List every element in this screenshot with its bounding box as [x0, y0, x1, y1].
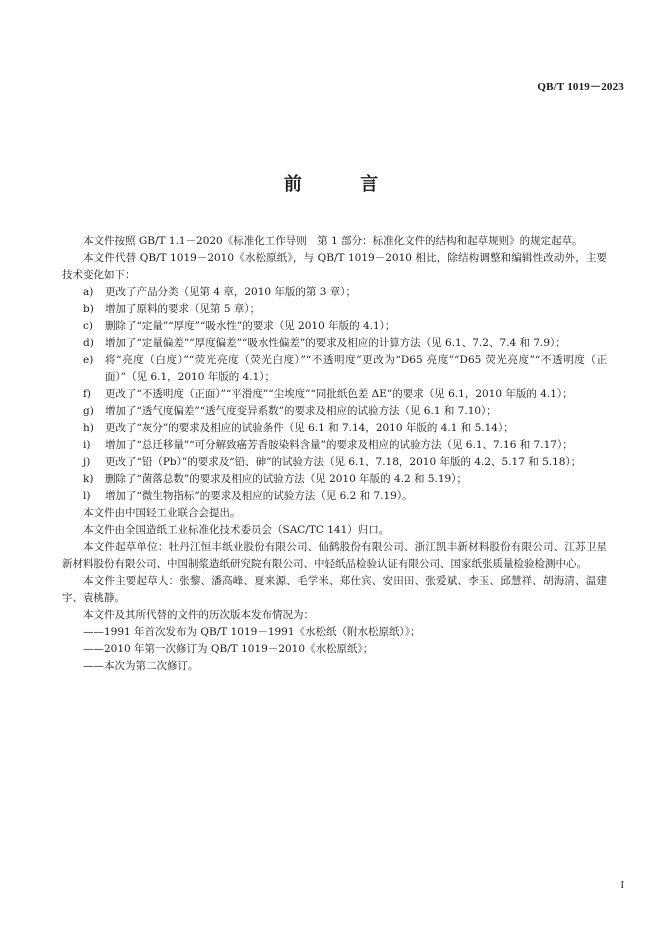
- paragraph-committee: 本文件由全国造纸工业标准化技术委员会（SAC/TC 141）归口。: [83, 524, 390, 536]
- list-item: [62, 386, 607, 403]
- paragraph-replacement: 本文件代替 QB/T 1019－2010《水松原纸》，与 QB/T 1019－2010 相比，除结构调整和编辑性改动外，主要技术变化如下：: [62, 252, 607, 281]
- paragraph-drafting-rules: 本文件按照 GB/T 1.1－2020《标准化工作导则 第 1 部分：标准化文件的结构和起草规则》的规定起草。: [83, 235, 583, 247]
- list-item-text: 更改了“灰分”的要求及相应的试验条件（见 6.1 和 7.14，2010 年版的 4.1 和 5.14）；: [105, 422, 514, 434]
- list-item: [62, 403, 607, 420]
- list-item-label: d): [83, 337, 94, 349]
- list-item-label: f): [83, 388, 91, 400]
- page-number: I: [620, 880, 624, 891]
- paragraph-drafters: 本文件主要起草人：张黎、潘高峰、夏来源、毛学米、郑仕宾、安田田、张爱斌、李玉、邱慧祥、胡海清、温建宇、袁桃静。: [62, 575, 607, 604]
- list-item: [62, 471, 607, 488]
- history-list: [62, 624, 607, 675]
- list-item-text: 更改了“不透明度（正面）”“平滑度”“尘埃度”“同批纸色差 ΔE”的要求（见 6.1，2010 年版的 4.1）；: [105, 388, 573, 400]
- list-item-text: 更改了产品分类（见第 4 章，2010 年版的第 3 章）；: [105, 286, 357, 298]
- list-item: [62, 420, 607, 437]
- list-item-text: 增加了“定量偏差”“厚度偏差”“吸水性偏差”的要求及相应的计算方法（见 6.1、7.2、7.4 和 7.9）；: [105, 337, 566, 349]
- list-item-label: l): [83, 490, 91, 502]
- list-item-text: 将“亮度（白度）”“荧光亮度（荧光白度）”“不透明度”更改为“D65 亮度”“D65 荧光亮度”“不透明度（正面）”（见 6.1，2010 年版的 4.1）；: [105, 354, 607, 383]
- list-item: [62, 352, 607, 386]
- changes-list: [62, 284, 607, 505]
- list-item-label: k): [83, 473, 94, 485]
- list-item: [62, 318, 607, 335]
- list-item-label: j): [83, 456, 91, 468]
- standard-number: QB/T 1019－2023: [537, 81, 624, 93]
- paragraph-proposer: 本文件由中国轻工业联合会提出。: [83, 507, 241, 519]
- list-item: [62, 488, 607, 505]
- list-item: [62, 284, 607, 301]
- history-item: ——1991 年首次发布为 QB/T 1019－1991《水松纸（附水松原纸）》；: [83, 626, 421, 638]
- page-title: 前 言: [283, 174, 405, 195]
- list-item-label: g): [83, 405, 94, 417]
- list-item: [62, 454, 607, 471]
- list-item: [62, 437, 607, 454]
- list-item-label: a): [83, 286, 94, 298]
- list-item-label: h): [83, 422, 94, 434]
- foreword-body: [62, 233, 607, 675]
- list-item-text: 删除了“定量”“厚度”“吸水性”的要求（见 2010 年版的 4.1）；: [105, 320, 396, 332]
- paragraph-history-intro: 本文件及其所代替的文件的历次版本发布情况为：: [83, 609, 314, 621]
- list-item-label: e): [83, 354, 94, 366]
- list-item-label: b): [83, 303, 94, 315]
- list-item-text: 增加了“总迁移量”“可分解致癌芳香胺染料含量”的要求及相应的试验方法（见 6.1、7.16 和 7.17）；: [105, 439, 573, 451]
- paragraph-drafting-units: 本文件起草单位：牡丹江恒丰纸业股份有限公司、仙鹤股份有限公司、浙江凯丰新材料股份有限公司、江苏卫星新材料股份有限公司、中国制浆造纸研究院有限公司、中轻纸品检验认证有限公司、国家纸张质量检验检测中心。: [62, 541, 607, 570]
- list-item: [62, 301, 607, 318]
- list-item-text: 更改了“铅（Pb）”的要求及“铅、砷”的试验方法（见 6.1、7.18，2010 年版的 4.2、5.17 和 5.18）；: [105, 456, 582, 468]
- list-item-text: 增加了“透气度偏差”“透气度变异系数”的要求及相应的试验方法（见 6.1 和 7.10）；: [105, 405, 497, 417]
- list-item-label: i): [83, 439, 91, 451]
- list-item-label: c): [83, 320, 93, 332]
- list-item-text: 删除了“菌落总数”的要求及相应的试验方法（见 2010 年版的 4.2 和 5.19）；: [105, 473, 467, 485]
- history-item: ——本次为第二次修订。: [83, 660, 199, 672]
- list-item-text: 增加了“微生物指标”的要求及相应的试验方法（见 6.2 和 7.19）。: [105, 490, 413, 502]
- history-item: ——2010 年第一次修订为 QB/T 1019－2010《水松原纸》；: [83, 643, 374, 655]
- list-item: [62, 335, 607, 352]
- list-item-text: 增加了原料的要求（见第 5 章）；: [105, 303, 261, 315]
